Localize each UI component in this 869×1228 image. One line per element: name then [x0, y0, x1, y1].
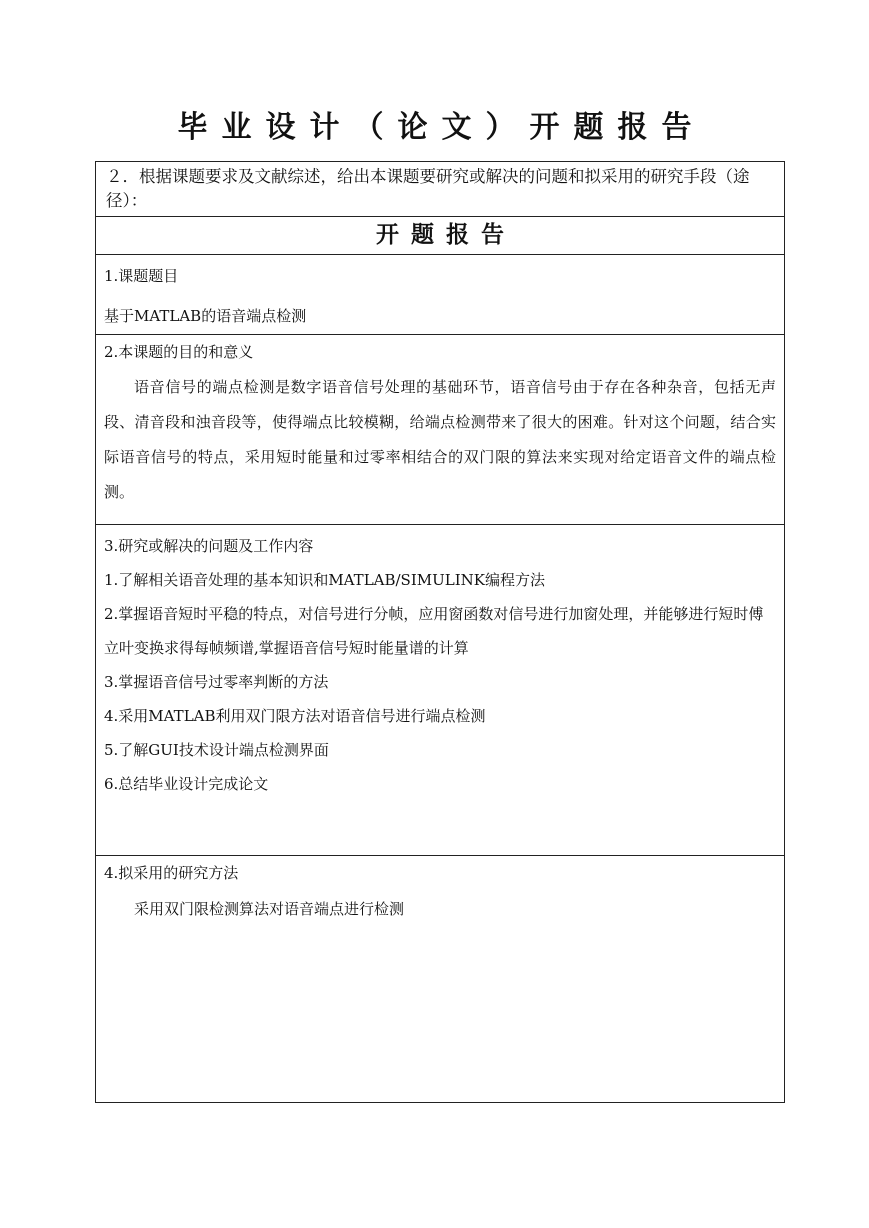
method-cell: [96, 856, 784, 1102]
work-item: 3.掌握语音信号过零率判断的方法: [104, 673, 329, 691]
method-text: 采用双门限检测算法对语音端点进行检测: [134, 900, 405, 918]
topic-heading: 1.课题题目: [104, 267, 179, 285]
work-cell: [96, 525, 784, 856]
method-heading: 4.拟采用的研究方法: [104, 864, 239, 882]
section-heading: 开题报告: [96, 217, 784, 255]
purpose-paragraph: 语音信号的端点检测是数字语音信号处理的基础环节，语音信号由于存在各种杂音，包括无声段、清音段和浊音段等，使得端点比较模糊，给端点检测带来了很大的困难。针对这个问题，结合实际语音信号的特点，采用短时能量和过零率相结合的双门限的算法来实现对给定语音文件的端点检测。: [104, 378, 776, 501]
work-item: 1.了解相关语音处理的基本知识和MATLAB/SIMULINK编程方法: [104, 571, 545, 589]
prompt-text: ２．根据课题要求及文献综述，给出本课题要研究或解决的问题和拟采用的研究手段（途径）：: [106, 167, 750, 210]
purpose-cell: [96, 335, 784, 525]
report-table: [95, 161, 785, 1103]
work-item: 2.掌握语音短时平稳的特点，对信号进行分帧，应用窗函数对信号进行加窗处理，并能够进行短时傅立叶变换求得每帧频谱,掌握语音信号短时能量谱的计算: [104, 605, 764, 657]
topic-text: 基于MATLAB的语音端点检测: [104, 307, 307, 325]
page-title: 毕业设计（论文）开题报告: [177, 110, 706, 145]
work-item: 5.了解GUI技术设计端点检测界面: [104, 741, 329, 759]
prompt-cell: [96, 162, 784, 217]
work-heading: 3.研究或解决的问题及工作内容: [104, 537, 314, 555]
topic-cell: [96, 255, 784, 335]
purpose-heading: 2.本课题的目的和意义: [104, 343, 254, 361]
work-item: 4.采用MATLAB利用双门限方法对语音信号进行端点检测: [104, 707, 486, 725]
work-item: 6.总结毕业设计完成论文: [104, 775, 269, 793]
